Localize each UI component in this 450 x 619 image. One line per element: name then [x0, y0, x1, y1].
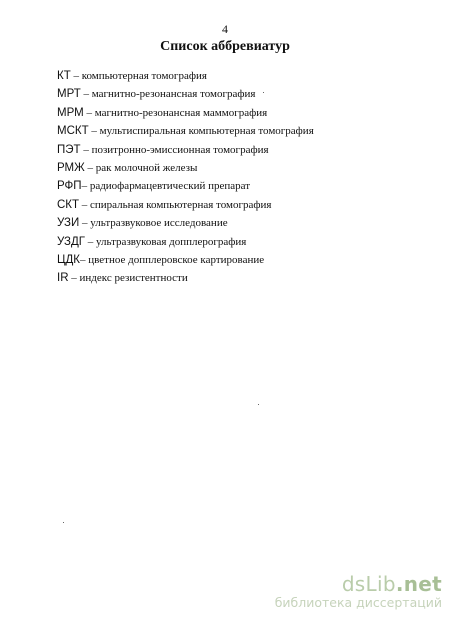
watermark-tagline: библиотека диссертаций: [274, 595, 442, 610]
scan-speck: [263, 92, 264, 93]
abbreviation-definition: компьютерная томография: [81, 70, 207, 82]
page-title: Список аббревиатур: [160, 39, 290, 54]
watermark-logo-main: dsLib: [341, 572, 396, 596]
abbreviation-row: [57, 67, 427, 85]
abbreviation-definition: магнитно-резонансная маммография: [94, 106, 268, 119]
abbreviation-row: [57, 177, 427, 195]
abbreviation-term: МРМ: [57, 106, 84, 119]
abbreviation-definition: спиральная компьютерная томография: [90, 198, 272, 211]
abbreviation-definition: ультразвуковое исследование: [90, 217, 228, 230]
abbreviation-separator: –: [70, 70, 82, 82]
abbreviation-row: [57, 159, 427, 177]
abbreviation-definition: цветное допплеровское картирование: [88, 253, 265, 266]
scan-speck: [258, 404, 259, 405]
abbreviation-definition: рак молочной железы: [95, 161, 198, 174]
abbreviation-separator: –: [79, 217, 91, 230]
watermark-logo: [275, 573, 442, 595]
abbreviation-term: МРТ: [57, 88, 81, 101]
abbreviation-term: СКТ: [57, 198, 80, 211]
abbreviation-term: КТ: [57, 70, 71, 82]
abbreviation-row: [57, 141, 427, 159]
abbreviation-row: [57, 214, 427, 232]
abbreviation-separator: –: [80, 143, 92, 156]
abbreviation-separator: –: [83, 106, 95, 119]
abbreviation-separator: –: [88, 125, 100, 138]
abbreviation-row: [57, 269, 427, 287]
abbreviation-definition: ультразвуковая допплерография: [96, 235, 247, 248]
abbreviation-term: УЗИ: [57, 217, 80, 230]
abbreviation-definition: индекс резистентности: [79, 272, 188, 285]
abbreviation-term: ЦДК: [57, 253, 80, 266]
abbreviation-row: [57, 233, 427, 251]
abbreviation-term: IR: [57, 272, 69, 285]
abbreviation-definition: мультиспиральная компьютерная томография: [99, 125, 314, 138]
abbreviation-row: [57, 251, 427, 269]
abbreviation-term: УЗДГ: [57, 235, 86, 248]
watermark-logo-tld: .net: [395, 572, 442, 596]
abbreviation-term: РФП: [57, 180, 82, 193]
abbreviation-separator: –: [84, 161, 96, 174]
abbreviation-row: [57, 104, 427, 122]
abbreviation-separator: –: [68, 272, 80, 285]
abbreviation-definition: радиофармацевтический препарат: [89, 180, 251, 193]
abbreviation-separator: –: [81, 180, 90, 193]
abbreviation-separator: –: [79, 198, 91, 211]
abbreviation-definition: позитронно-эмиссионная томография: [91, 143, 269, 156]
watermark: [275, 573, 442, 611]
abbreviation-separator: –: [85, 235, 97, 248]
abbreviation-separator: –: [80, 253, 89, 266]
abbreviation-separator: –: [80, 88, 92, 101]
abbreviation-term: МСКТ: [57, 125, 89, 138]
abbreviation-definition: магнитно-резонансная томография: [91, 88, 256, 101]
abbreviation-row: [57, 196, 427, 214]
abbreviation-term: ПЭТ: [57, 143, 81, 156]
scan-speck: [63, 522, 64, 523]
abbreviation-term: РМЖ: [57, 161, 85, 174]
abbreviation-row: [57, 85, 427, 103]
page-number: 4: [222, 22, 228, 36]
abbreviation-row: [57, 122, 427, 140]
abbreviation-list: [57, 67, 427, 288]
